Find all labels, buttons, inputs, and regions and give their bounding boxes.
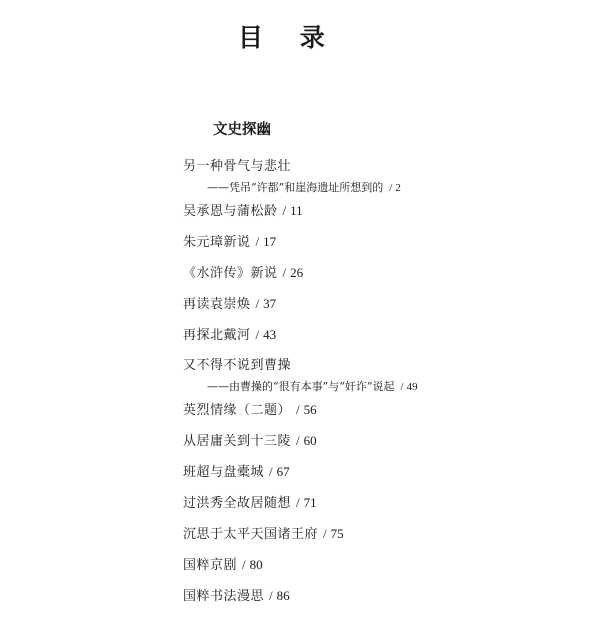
page-title: 目 录 xyxy=(238,23,339,52)
toc-entry[interactable] xyxy=(183,264,418,295)
toc-entry-line xyxy=(183,556,418,575)
toc-separator: / xyxy=(255,327,260,342)
toc-page-number: 17 xyxy=(263,234,277,249)
section-heading: 文史探幽 xyxy=(213,121,271,138)
toc-page-number: 60 xyxy=(303,433,317,448)
toc-entry-title: 沉思于太平天国诸王府 xyxy=(183,527,319,542)
toc-entry[interactable] xyxy=(183,556,418,587)
toc-entry-line xyxy=(183,357,418,375)
toc-separator: / xyxy=(296,495,300,510)
toc-separator: / xyxy=(269,464,273,479)
toc-entry-title: 吴承恩与蒲松龄 xyxy=(183,204,278,219)
toc-entry-title: 另一种骨气与悲壮 xyxy=(183,159,292,174)
toc-page-number: 86 xyxy=(276,588,290,603)
toc-page-number: 80 xyxy=(249,557,263,572)
toc-entry[interactable] xyxy=(183,463,418,494)
toc-separator: / xyxy=(389,182,393,194)
toc-separator: / xyxy=(269,588,273,603)
toc-entry-line xyxy=(183,264,418,283)
toc-entry-line xyxy=(183,587,418,606)
toc-entry[interactable] xyxy=(183,432,418,463)
toc-entry-line xyxy=(183,233,418,252)
toc-separator: / xyxy=(255,296,260,311)
toc-separator: / xyxy=(255,234,260,249)
toc-entry-title: 从居庸关到十三陵 xyxy=(183,434,292,449)
toc-page-number: 71 xyxy=(303,495,317,510)
toc-entry-title: 再读袁崇焕 xyxy=(183,297,251,312)
toc-entry-line xyxy=(183,525,418,544)
toc-entry-line xyxy=(183,463,418,482)
toc-page-number: 26 xyxy=(290,265,304,280)
toc-entry-title: 《水浒传》新说 xyxy=(183,266,278,281)
toc-separator: / xyxy=(323,526,327,541)
toc-entry-title: 朱元璋新说 xyxy=(183,235,251,250)
toc-page-number: 56 xyxy=(303,402,317,417)
toc-entry-title: 又不得不说到曹操 xyxy=(183,358,292,373)
toc-entry-line xyxy=(183,202,418,221)
toc-separator: / xyxy=(400,381,404,393)
toc-entry-line xyxy=(183,326,418,345)
toc-entry[interactable] xyxy=(183,587,418,618)
toc-entry[interactable] xyxy=(183,357,418,401)
toc-page-number: 37 xyxy=(263,296,277,311)
toc-separator: / xyxy=(242,557,246,572)
toc-entry-title: 国粹京剧 xyxy=(183,558,238,573)
toc-separator: / xyxy=(282,265,287,280)
toc-separator: / xyxy=(282,203,287,218)
toc-entry-subtitle: ——凭吊“许都”和崖海遗址所想到的 xyxy=(207,181,384,194)
toc-entry-line xyxy=(183,295,418,314)
toc-entry[interactable] xyxy=(183,158,418,202)
toc-entry-title: 再探北戴河 xyxy=(183,328,251,343)
toc-entry[interactable] xyxy=(183,295,418,326)
toc-page-number: 67 xyxy=(276,464,290,479)
toc-entry-line xyxy=(183,494,418,513)
toc-page-number: 11 xyxy=(290,203,303,218)
toc-entry[interactable] xyxy=(183,233,418,264)
toc-entry-subtitle: ——由曹操的“很有本事”与“奸诈”说起 xyxy=(207,380,395,393)
toc-entry-line xyxy=(183,401,418,420)
toc-page-number: 2 xyxy=(395,182,401,194)
toc-entry-line xyxy=(183,158,418,176)
toc-entry-title: 国粹书法漫思 xyxy=(183,589,265,604)
toc-entry-line xyxy=(183,432,418,451)
toc-entry-subtitle-line xyxy=(183,180,418,196)
toc-entry-subtitle-line xyxy=(183,379,418,395)
toc-entry[interactable] xyxy=(183,401,418,432)
toc-entry[interactable] xyxy=(183,494,418,525)
toc-separator: / xyxy=(296,402,300,417)
toc-list xyxy=(183,158,418,618)
toc-entry[interactable] xyxy=(183,326,418,357)
toc-page-number: 49 xyxy=(406,381,418,393)
toc-entry-title: 过洪秀全故居随想 xyxy=(183,496,292,511)
toc-page-number: 43 xyxy=(263,327,277,342)
toc-entry-title: 班超与盘橐城 xyxy=(183,465,265,480)
toc-page-number: 75 xyxy=(330,526,344,541)
toc-entry[interactable] xyxy=(183,202,418,233)
toc-separator: / xyxy=(296,433,300,448)
toc-entry[interactable] xyxy=(183,525,418,556)
toc-entry-title: 英烈情缘（二题） xyxy=(183,403,292,418)
